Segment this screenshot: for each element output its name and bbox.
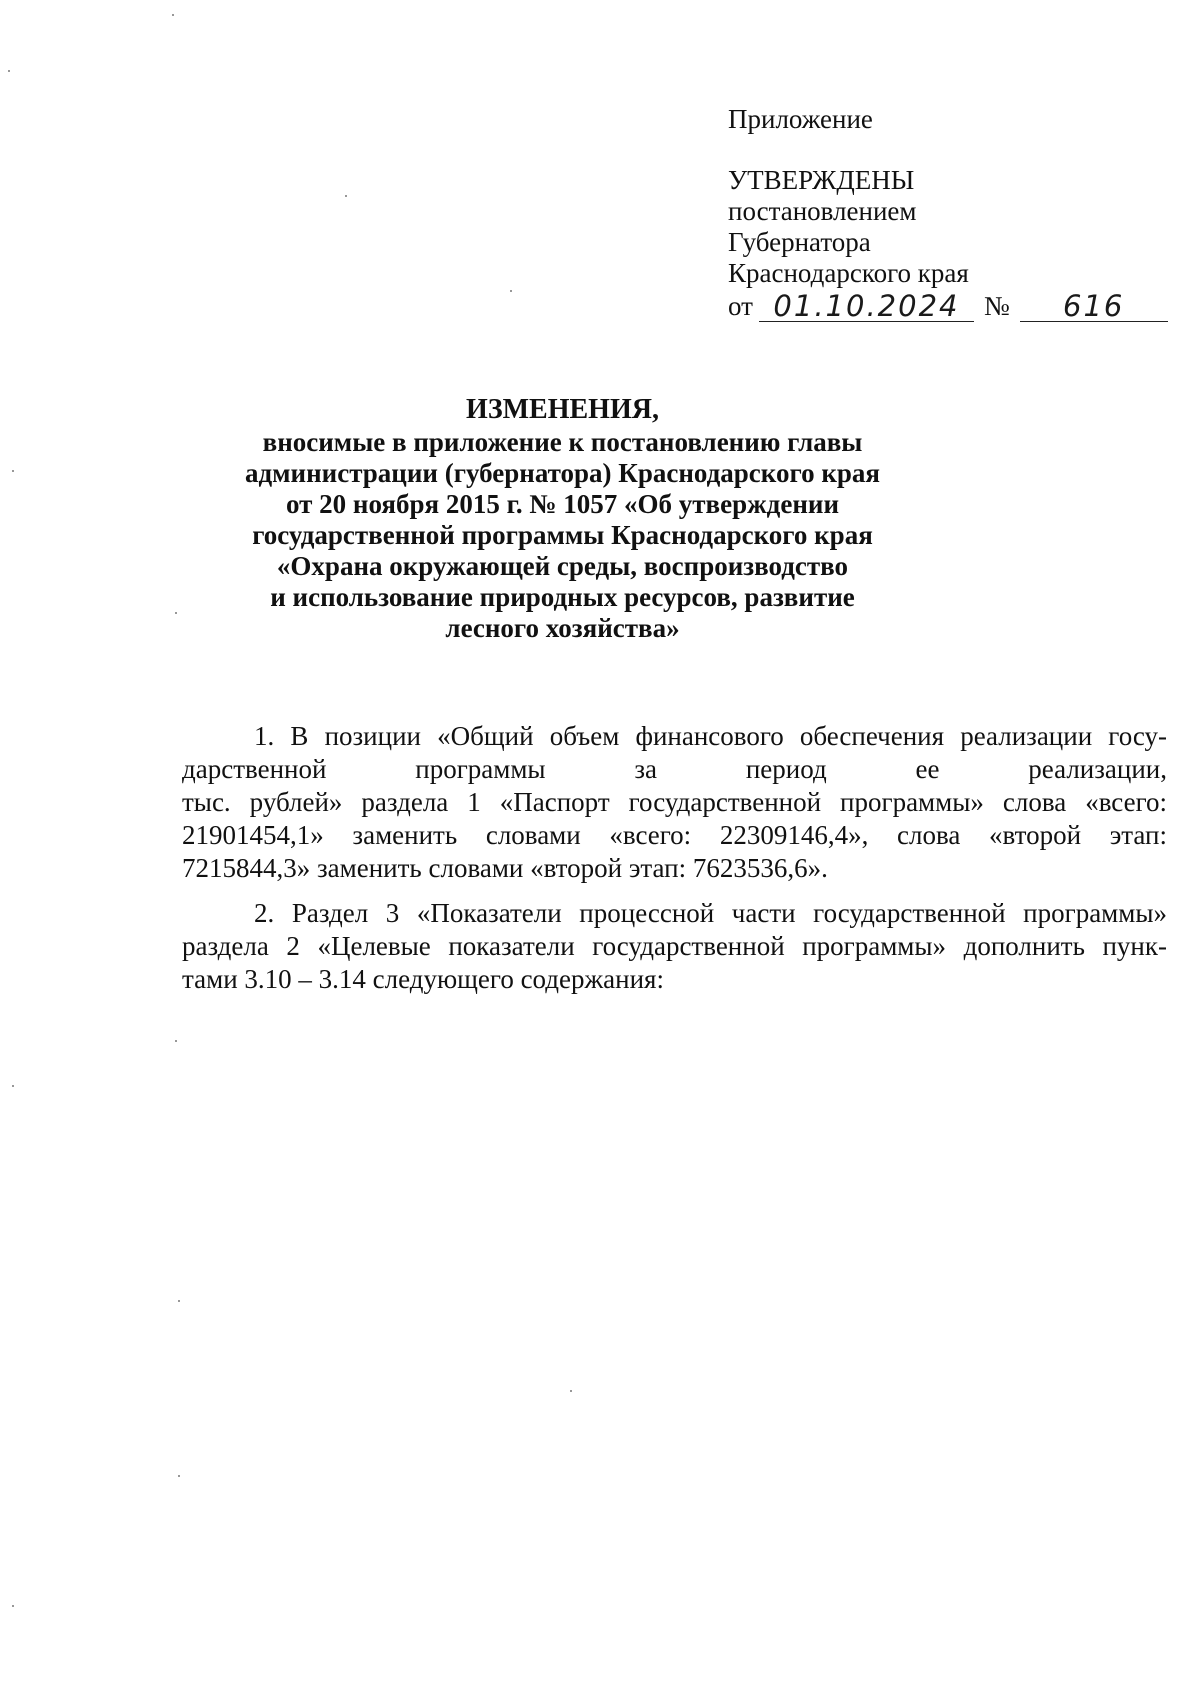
approval-line-1: постановлением [728,196,917,226]
title-line: администрации (губернатора) Краснодарского края [244,458,881,488]
approval-line-2: Губернатора [728,227,871,257]
paragraph-line: дарственной программы за период ее реализации, [182,754,1167,784]
scan-speck [12,1085,14,1087]
approval-line-3: Краснодарского края [728,258,969,288]
scan-speck [12,1605,14,1607]
date-prefix: от [728,291,753,321]
title-line: «Охрана окружающей среды, воспроизводство [276,551,849,581]
handwritten-date: 01.10.2024 [759,291,974,322]
scan-speck [570,1390,572,1392]
date-number-line [728,291,1168,322]
scan-speck [12,470,14,472]
paragraph-1 [182,720,1167,885]
document-body [182,720,1167,1008]
title-line: и использование природных ресурсов, развитие [270,582,855,612]
title-line: лесного хозяйства» [445,613,680,643]
paragraph-line: тыс. рублей» раздела 1 «Паспорт государственной программы» слова «всего: [182,787,1167,817]
paragraph-line: 21901454,1» заменить словами «всего: 22309146,4», слова «второй этап: [182,820,1167,850]
scan-speck [8,70,10,72]
approved-label: УТВЕРЖДЕНЫ [728,165,915,195]
number-sign: № [983,291,1010,321]
title-line: вносимые в приложение к постановлению главы [262,427,863,457]
title-heading: ИЗМЕНЕНИЯ, [466,394,659,425]
scan-speck [345,195,347,197]
scan-speck [172,14,174,16]
paragraph-line: тами 3.10 – 3.14 следующего содержания: [182,964,664,994]
scan-speck [178,1475,180,1477]
paragraph-line: 1. В позиции «Общий объем финансового обеспечения реализации госу- [254,721,1167,751]
approval-block [728,104,1168,322]
paragraph-line: 7215844,3» заменить словами «второй этап: 7623536,6». [182,853,828,883]
title-line: от 20 ноября 2015 г. № 1057 «Об утверждении [285,489,839,519]
scan-speck [175,1040,177,1042]
scan-speck [178,1300,180,1302]
scan-speck [175,612,177,614]
appendix-label: Приложение [728,104,873,134]
paragraph-line: раздела 2 «Целевые показатели государственной программы» дополнить пунк- [182,931,1167,961]
paragraph-2 [182,897,1167,996]
document-title [200,394,925,644]
handwritten-number: 616 [1020,291,1168,322]
title-line: государственной программы Краснодарского края [252,520,873,550]
scan-speck [510,290,512,292]
paragraph-line: 2. Раздел 3 «Показатели процессной части государственной программы» [254,898,1167,928]
